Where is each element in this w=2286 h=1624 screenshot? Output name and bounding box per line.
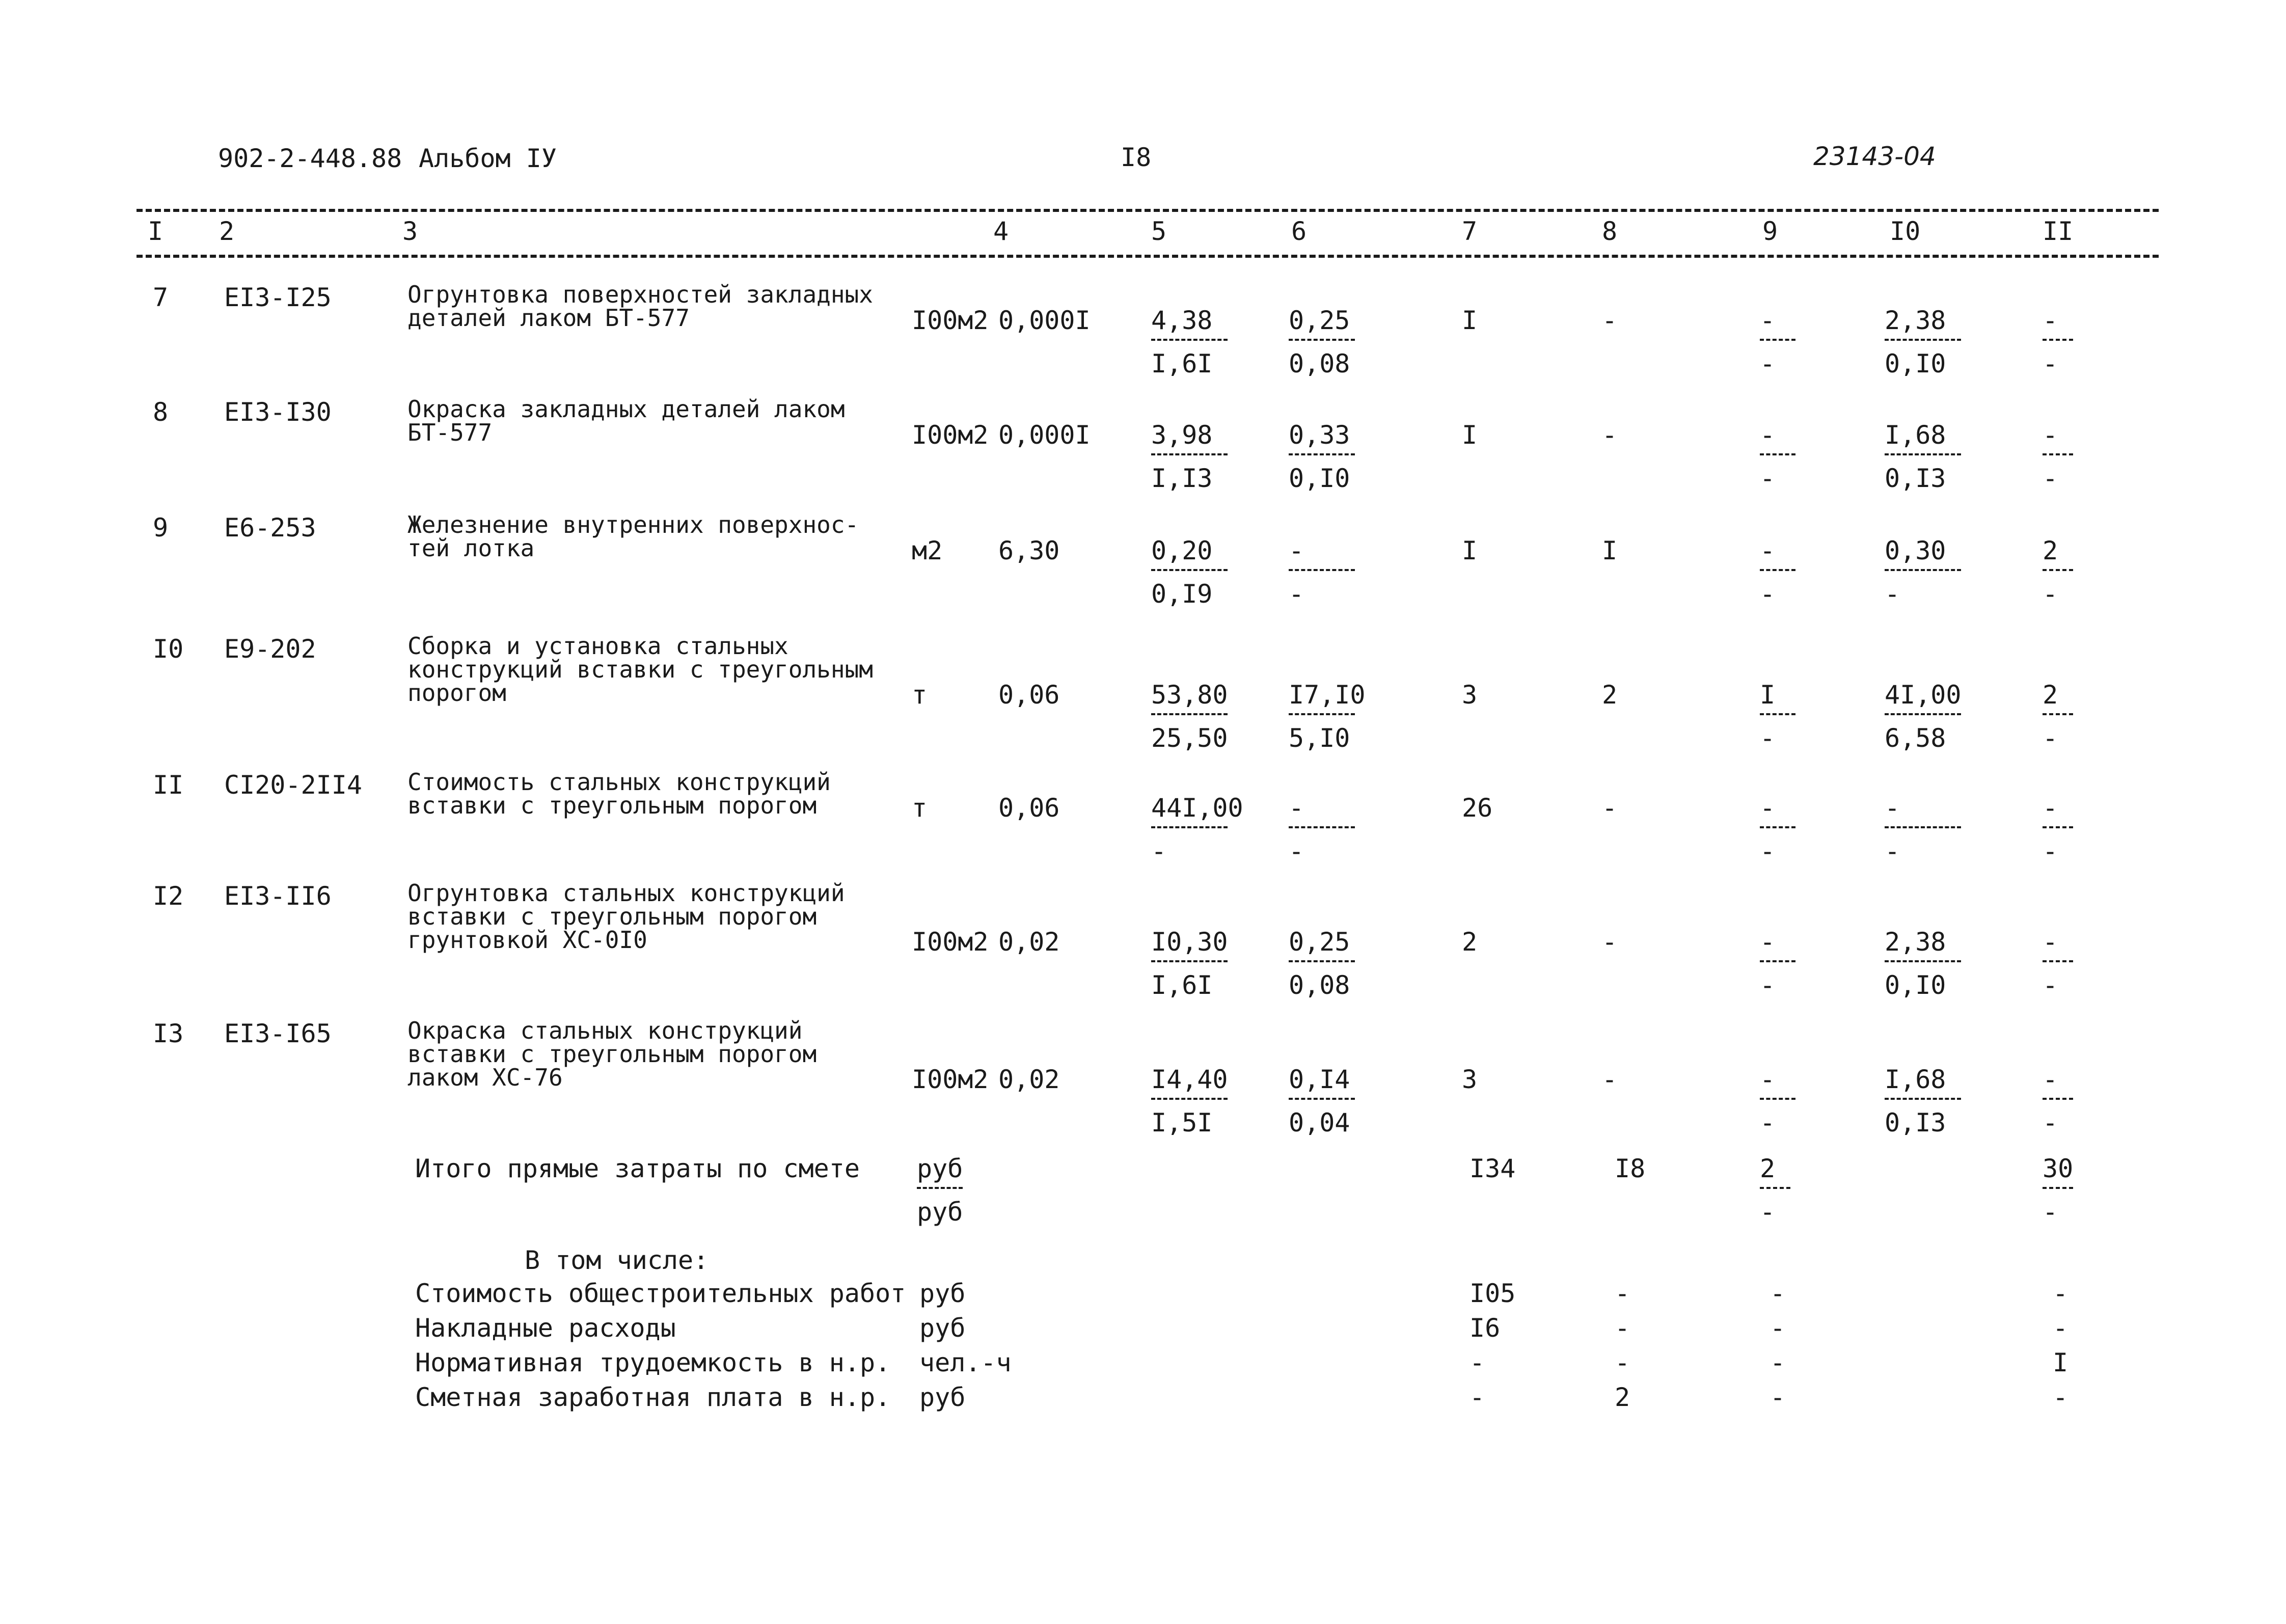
work-description-line: деталей лаком БТ-577 xyxy=(407,304,690,332)
fraction-numerator: 0,25 xyxy=(1289,927,1350,957)
fraction-numerator: I,68 xyxy=(1885,420,1946,450)
fraction-denominator: 0,I0 xyxy=(1885,970,1946,1000)
row-number: I2 xyxy=(153,881,184,911)
fraction-denominator: 5,I0 xyxy=(1289,723,1350,753)
rate-code: E9-202 xyxy=(224,634,316,664)
fraction-denominator: - xyxy=(2043,579,2058,609)
including-item-label: Накладные расходы xyxy=(415,1313,676,1343)
fraction-bar xyxy=(1289,1098,1355,1100)
row-number: II xyxy=(153,770,184,800)
fraction-denominator: 0,I9 xyxy=(1151,579,1213,609)
including-label: В том числе: xyxy=(525,1246,709,1275)
including-item-column-9: - xyxy=(1770,1383,1786,1412)
fraction-bar xyxy=(2043,713,2073,715)
fraction-numerator: - xyxy=(2043,306,2058,335)
work-description-line: Стоимость стальных конструкций xyxy=(407,768,831,796)
column-7-value: I xyxy=(1462,536,1478,565)
total-unit-denominator: руб xyxy=(917,1197,963,1227)
fraction-bar xyxy=(1760,1187,1790,1189)
including-item-label: Стоимость общестроительных работ xyxy=(415,1279,906,1308)
fraction-denominator: 0,04 xyxy=(1289,1108,1350,1138)
fraction-denominator: - xyxy=(1885,579,1900,609)
fraction-numerator: - xyxy=(1760,306,1776,335)
fraction-numerator: I xyxy=(1760,680,1776,710)
work-description-line: Огрунтовка стальных конструкций xyxy=(407,879,845,907)
fraction-bar xyxy=(1885,960,1961,962)
fraction-numerator: - xyxy=(1760,1065,1776,1094)
fraction-bar xyxy=(2043,339,2073,341)
fraction-denominator: - xyxy=(1760,579,1776,609)
column-number: 4 xyxy=(993,216,1009,246)
fraction-bar xyxy=(1885,569,1961,571)
fraction-numerator: 2,38 xyxy=(1885,927,1946,957)
fraction-denominator: - xyxy=(1760,836,1776,866)
rate-code: E6-253 xyxy=(224,513,316,543)
column-7-value: I xyxy=(1462,306,1478,335)
fraction-bar xyxy=(1760,569,1795,571)
work-description-line: Железнение внутренних поверхнос- xyxy=(407,511,859,538)
fraction-numerator: 2 xyxy=(2043,680,2058,710)
page-number: I8 xyxy=(1121,143,1152,172)
column-number: I0 xyxy=(1890,216,1921,246)
column-number: I xyxy=(148,216,164,246)
work-description-line: тей лотка xyxy=(407,534,535,562)
column-number: 7 xyxy=(1462,216,1478,246)
column-8-value: - xyxy=(1602,1065,1618,1094)
fraction-numerator: - xyxy=(2043,420,2058,450)
fraction-numerator: 2,38 xyxy=(1885,306,1946,335)
fraction-bar xyxy=(1885,339,1961,341)
fraction-bar xyxy=(1289,453,1355,455)
fraction-numerator: I7,I0 xyxy=(1289,680,1366,710)
fraction-denominator: 6,58 xyxy=(1885,723,1946,753)
fraction-numerator: - xyxy=(1289,536,1304,565)
including-item-unit: руб xyxy=(919,1279,966,1308)
fraction-numerator: 4I,00 xyxy=(1885,680,1962,710)
quantity: 0,000I xyxy=(998,420,1091,450)
including-item-column-11: - xyxy=(2053,1279,2069,1308)
quantity: 0,000I xyxy=(998,306,1091,335)
fraction-denominator: I,5I xyxy=(1151,1108,1213,1138)
fraction-denominator: - xyxy=(2043,349,2058,378)
fraction-denominator: - xyxy=(2043,970,2058,1000)
fraction-denominator: 0,I3 xyxy=(1885,464,1946,493)
fraction-numerator: 3,98 xyxy=(1151,420,1213,450)
rate-code: CI20-2II4 xyxy=(224,770,362,800)
fraction-bar xyxy=(1760,339,1795,341)
including-item-column-8: 2 xyxy=(1615,1383,1630,1412)
including-item-column-7: - xyxy=(1469,1348,1485,1377)
including-item-label: Нормативная трудоемкость в н.р. xyxy=(415,1348,891,1377)
total-column-11-numerator: 30 xyxy=(2043,1154,2074,1183)
fraction-bar xyxy=(917,1187,963,1189)
fraction-numerator: - xyxy=(2043,793,2058,823)
total-column-9-numerator: 2 xyxy=(1760,1154,1776,1183)
fraction-bar xyxy=(2043,569,2073,571)
including-item-column-7: - xyxy=(1469,1383,1485,1412)
including-item-label: Сметная заработная плата в н.р. xyxy=(415,1383,891,1412)
header-top-rule xyxy=(137,209,2159,212)
fraction-numerator: 44I,00 xyxy=(1151,793,1243,823)
column-7-value: 3 xyxy=(1462,1065,1478,1094)
fraction-denominator: I,6I xyxy=(1151,349,1213,378)
fraction-bar xyxy=(1760,826,1795,828)
fraction-numerator: I,68 xyxy=(1885,1065,1946,1094)
column-8-value: - xyxy=(1602,927,1618,957)
work-description-line: грунтовкой ХС-0I0 xyxy=(407,926,647,954)
fraction-bar xyxy=(1289,339,1355,341)
quantity: 0,02 xyxy=(998,1065,1060,1094)
column-8-value: 2 xyxy=(1602,680,1618,710)
fraction-bar xyxy=(2043,453,2073,455)
fraction-numerator: 2 xyxy=(2043,536,2058,565)
row-number: 7 xyxy=(153,283,169,312)
fraction-bar xyxy=(1760,713,1795,715)
document-code: 902-2-448.88 xyxy=(218,144,402,173)
unit: м2 xyxy=(912,536,943,565)
fraction-numerator: I4,40 xyxy=(1151,1065,1228,1094)
unit: I00м2 xyxy=(912,306,989,335)
fraction-bar xyxy=(1151,339,1228,341)
including-item-column-7: I6 xyxy=(1469,1313,1501,1343)
including-item-unit: чел.-ч xyxy=(919,1348,1012,1377)
quantity: 0,06 xyxy=(998,793,1060,823)
fraction-bar xyxy=(1151,960,1228,962)
fraction-numerator: - xyxy=(2043,1065,2058,1094)
total-column-8: I8 xyxy=(1615,1154,1646,1183)
rate-code: EI3-I25 xyxy=(224,283,332,312)
fraction-denominator: 0,I0 xyxy=(1885,349,1946,378)
column-7-value: I xyxy=(1462,420,1478,450)
work-description-line: Сборка и установка стальных xyxy=(407,632,788,660)
fraction-bar xyxy=(1289,569,1355,571)
fraction-bar xyxy=(1760,453,1795,455)
work-description-line: вставки с треугольным порогом xyxy=(407,1040,817,1068)
fraction-numerator: 0,I4 xyxy=(1289,1065,1350,1094)
column-7-value: 2 xyxy=(1462,927,1478,957)
fraction-denominator: - xyxy=(1289,836,1304,866)
fraction-numerator: 0,30 xyxy=(1885,536,1946,565)
fraction-denominator: - xyxy=(1760,970,1776,1000)
including-item-unit: руб xyxy=(919,1313,966,1343)
column-number: 5 xyxy=(1151,216,1167,246)
column-number: 3 xyxy=(402,216,418,246)
including-item-column-9: - xyxy=(1770,1313,1786,1343)
unit: т xyxy=(912,680,928,710)
fraction-bar xyxy=(1151,453,1228,455)
fraction-denominator: - xyxy=(1760,349,1776,378)
fraction-numerator: - xyxy=(1760,536,1776,565)
work-description-line: вставки с треугольным порогом xyxy=(407,792,817,819)
quantity: 0,06 xyxy=(998,680,1060,710)
column-8-value: - xyxy=(1602,793,1618,823)
fraction-denominator: 0,08 xyxy=(1289,970,1350,1000)
fraction-bar xyxy=(2043,960,2073,962)
fraction-numerator: 0,25 xyxy=(1289,306,1350,335)
row-number: 9 xyxy=(153,513,169,543)
unit: I00м2 xyxy=(912,420,989,450)
work-description-line: Огрунтовка поверхностей закладных xyxy=(407,281,873,308)
unit: I00м2 xyxy=(912,1065,989,1094)
total-unit-numerator: руб xyxy=(917,1154,963,1183)
including-item-unit: руб xyxy=(919,1383,966,1412)
column-number: 9 xyxy=(1762,216,1778,246)
fraction-denominator: 0,08 xyxy=(1289,349,1350,378)
fraction-denominator: 0,I0 xyxy=(1289,464,1350,493)
quantity: 0,02 xyxy=(998,927,1060,957)
fraction-bar xyxy=(1151,569,1228,571)
fraction-denominator: 25,50 xyxy=(1151,723,1228,753)
fraction-bar xyxy=(1289,713,1355,715)
column-7-value: 26 xyxy=(1462,793,1493,823)
work-description-line: Окраска закладных деталей лаком xyxy=(407,395,845,423)
including-item-column-11: - xyxy=(2053,1383,2069,1412)
fraction-numerator: - xyxy=(1885,793,1900,823)
row-number: I3 xyxy=(153,1019,184,1048)
fraction-numerator: 0,33 xyxy=(1289,420,1350,450)
column-8-value: - xyxy=(1602,420,1618,450)
including-item-column-11: - xyxy=(2053,1313,2069,1343)
fraction-numerator: - xyxy=(1760,420,1776,450)
row-number: I0 xyxy=(153,634,184,664)
fraction-bar xyxy=(1289,960,1355,962)
fraction-numerator: I0,30 xyxy=(1151,927,1228,957)
including-item-column-9: - xyxy=(1770,1279,1786,1308)
fraction-denominator: I,I3 xyxy=(1151,464,1213,493)
fraction-bar xyxy=(1760,1098,1795,1100)
total-column-7: I34 xyxy=(1469,1154,1516,1183)
fraction-bar xyxy=(1289,826,1355,828)
fraction-denominator: - xyxy=(1760,723,1776,753)
quantity: 6,30 xyxy=(998,536,1060,565)
fraction-numerator: - xyxy=(1760,793,1776,823)
fraction-denominator: - xyxy=(1760,464,1776,493)
work-description-line: лаком ХС-76 xyxy=(407,1064,563,1091)
fraction-numerator: - xyxy=(1289,793,1304,823)
fraction-numerator: 53,80 xyxy=(1151,680,1228,710)
work-description-line: Окраска стальных конструкций xyxy=(407,1017,803,1044)
fraction-bar xyxy=(1885,453,1961,455)
column-number: 8 xyxy=(1602,216,1618,246)
fraction-denominator: - xyxy=(1289,579,1304,609)
column-number: II xyxy=(2043,216,2074,246)
including-item-column-8: - xyxy=(1615,1279,1630,1308)
including-item-column-9: - xyxy=(1770,1348,1786,1377)
unit: т xyxy=(912,793,928,823)
fraction-bar xyxy=(1151,713,1228,715)
inventory-number: 23143-04 xyxy=(1813,142,1936,171)
fraction-bar xyxy=(1885,826,1961,828)
fraction-denominator: I,6I xyxy=(1151,970,1213,1000)
column-8-value: I xyxy=(1602,536,1618,565)
fraction-bar xyxy=(1760,960,1795,962)
column-7-value: 3 xyxy=(1462,680,1478,710)
fraction-bar xyxy=(1151,826,1228,828)
total-column-9-denominator: - xyxy=(1760,1197,1776,1227)
fraction-denominator: - xyxy=(1151,836,1167,866)
work-description-line: конструкций вставки с треугольным xyxy=(407,656,873,683)
rate-code: EI3-I30 xyxy=(224,397,332,427)
album-label: Альбом IУ xyxy=(419,144,557,173)
fraction-numerator: 4,38 xyxy=(1151,306,1213,335)
rate-code: EI3-I65 xyxy=(224,1019,332,1048)
rate-code: EI3-II6 xyxy=(224,881,332,911)
fraction-bar xyxy=(2043,826,2073,828)
work-description-line: БТ-577 xyxy=(407,419,493,446)
fraction-denominator: - xyxy=(2043,464,2058,493)
fraction-bar xyxy=(2043,1187,2073,1189)
fraction-bar xyxy=(1885,713,1961,715)
fraction-denominator: 0,I3 xyxy=(1885,1108,1946,1138)
fraction-denominator: - xyxy=(2043,836,2058,866)
including-item-column-8: - xyxy=(1615,1313,1630,1343)
fraction-numerator: 0,20 xyxy=(1151,536,1213,565)
total-label: Итого прямые затраты по смете xyxy=(415,1154,860,1183)
fraction-denominator: - xyxy=(2043,723,2058,753)
unit: I00м2 xyxy=(912,927,989,957)
including-item-column-8: - xyxy=(1615,1348,1630,1377)
including-item-column-11: I xyxy=(2053,1348,2069,1377)
header-bottom-rule xyxy=(137,255,2159,258)
work-description-line: порогом xyxy=(407,679,506,707)
total-column-11-denominator: - xyxy=(2043,1197,2058,1227)
column-number: 2 xyxy=(219,216,235,246)
fraction-bar xyxy=(1151,1098,1228,1100)
fraction-numerator: - xyxy=(1760,927,1776,957)
row-number: 8 xyxy=(153,397,169,427)
fraction-bar xyxy=(2043,1098,2073,1100)
fraction-denominator: - xyxy=(2043,1108,2058,1138)
fraction-denominator: - xyxy=(1885,836,1900,866)
fraction-denominator: - xyxy=(1760,1108,1776,1138)
work-description-line: вставки с треугольным порогом xyxy=(407,903,817,930)
fraction-bar xyxy=(1885,1098,1961,1100)
column-number: 6 xyxy=(1291,216,1307,246)
fraction-numerator: - xyxy=(2043,927,2058,957)
including-item-column-7: I05 xyxy=(1469,1279,1516,1308)
column-8-value: - xyxy=(1602,306,1618,335)
